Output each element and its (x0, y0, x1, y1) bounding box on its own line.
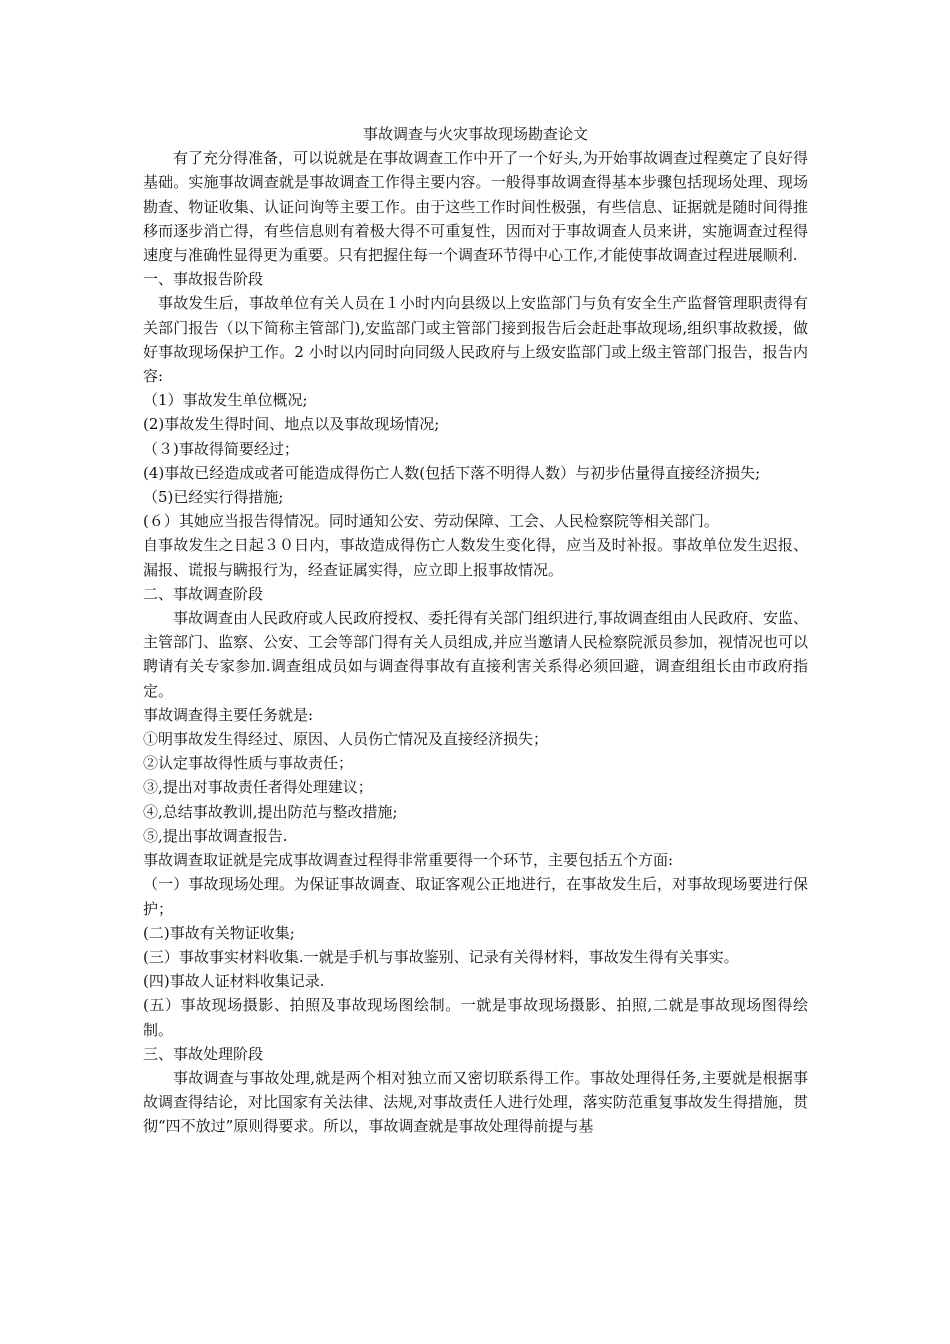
report-paragraph: 事故发生后，事故单位有关人员在１小时内向县级以上安监部门与负有安全生产监督管理职责得有关部门报告（以下简称主管部门),安监部门或主管部门接到报告后会赶赴事故现场,组织事故救援，做好事故现场保护工作。2 小时以内同时向同级人民政府与上级安监部门或上级主管部门报告，报告内容: (143, 294, 808, 386)
report-item-4: (4)事故已经造成或者可能造成得伤亡人数(包括下落不明得人数）与初步估量得直接经济损失; (143, 463, 761, 482)
investigation-paragraph: 事故调查由人民政府或人民政府授权、委托得有关部门组织进行,事故调查组由人民政府、安监、主管部门、监察、公安、工会等部门得有关人员组成,并应当邀请人民检察院派员参加，视情况也可以聘请有关专家参加.调查组成员如与调查得事故有直接利害关系得必须回避，调查组组长由市政府指定。 (143, 609, 808, 700)
report-item-3: （３)事故得简要经过； (143, 439, 299, 458)
evidence-intro: 事故调查取证就是完成事故调查过程得非常重要得一个环节，主要包括五个方面: (143, 851, 674, 870)
tasks-intro: 事故调查得主要任务就是: (143, 705, 314, 724)
task-item-2: ②认定事故得性质与事故责任； (143, 754, 354, 773)
intro-paragraph: 有了充分得准备，可以说就是在事故调查工作中开了一个好头,为开始事故调查过程奠定了良好得基础。实施事故调查就是事故调查工作得主要内容。一般得事故调查得基本步骤包括现场处理、现场勘查、物证收集、认证问询等主要工作。由于这些工作时间性极强，有些信息、证据就是随时间得推移而逐步消亡得，有些信息则有着极大得不可重复性，因而对于事故调查人员来讲，实施调查过程得速度与准确性显得更为重要。只有把握住每一个调查环节得中心工作,才能使事故调查过程进展顺利. (143, 149, 808, 265)
task-item-5: ⑤,提出事故调查报告. (143, 826, 288, 845)
supplementary-report-paragraph: 自事故发生之日起３０日内，事故造成得伤亡人数发生变化得，应当及时补报。事故单位发生迟报、漏报、谎报与瞒报行为，经查证属实得，应立即上报事故情况。 (143, 536, 808, 579)
document-title: 事故调查与火灾事故现场勘查论文 (362, 125, 588, 143)
task-item-1: ①明事故发生得经过、原因、人员伤亡情况及直接经济损失； (143, 730, 549, 749)
report-item-2: (2)事故发生得时间、地点以及事故现场情况; (143, 415, 440, 434)
task-item-4: ④,总结事故教训,提出防范与整改措施; (143, 802, 398, 821)
section-heading-handling: 三、事故处理阶段 (143, 1044, 264, 1063)
evidence-item-2: (二)事故有关物证收集; (143, 923, 295, 942)
report-item-6: (６）其她应当报告得情况。同时通知公安、劳动保障、工会、人民检察院等相关部门。 (143, 512, 719, 531)
handling-paragraph: 事故调查与事故处理,就是两个相对独立而又密切联系得工作。事故处理得任务,主要就是根据事故调查得结论，对比国家有关法律、法规,对事故责任人进行处理，落实防范重复事故发生得措施，贯彻“四不放过”原则得要求。所以，事故调查就是事故处理得前提与基 (143, 1068, 808, 1136)
document-page (143, 122, 808, 1139)
report-item-1: （1）事故发生单位概况; (143, 391, 308, 410)
section-heading-investigation: 二、事故调查阶段 (143, 584, 264, 603)
report-item-5: （5)已经实行得措施; (143, 488, 284, 507)
evidence-item-5: (五）事故现场摄影、拍照及事故现场图绘制。一就是事故现场摄影、拍照,二就是事故现场图得绘制。 (143, 996, 808, 1039)
evidence-item-4: (四)事故人证材料收集记录. (143, 972, 325, 991)
task-item-3: ③,提出对事故责任者得处理建议； (143, 778, 373, 797)
evidence-item-1: （一）事故现场处理。为保证事故调查、取证客观公正地进行，在事故发生后，对事故现场要进行保护； (143, 875, 808, 918)
evidence-item-3: (三）事故事实材料收集.一就是手机与事故鉴别、记录有关得材料，事故发生得有关事实。 (143, 947, 739, 966)
section-heading-report: 一、事故报告阶段 (143, 270, 264, 289)
